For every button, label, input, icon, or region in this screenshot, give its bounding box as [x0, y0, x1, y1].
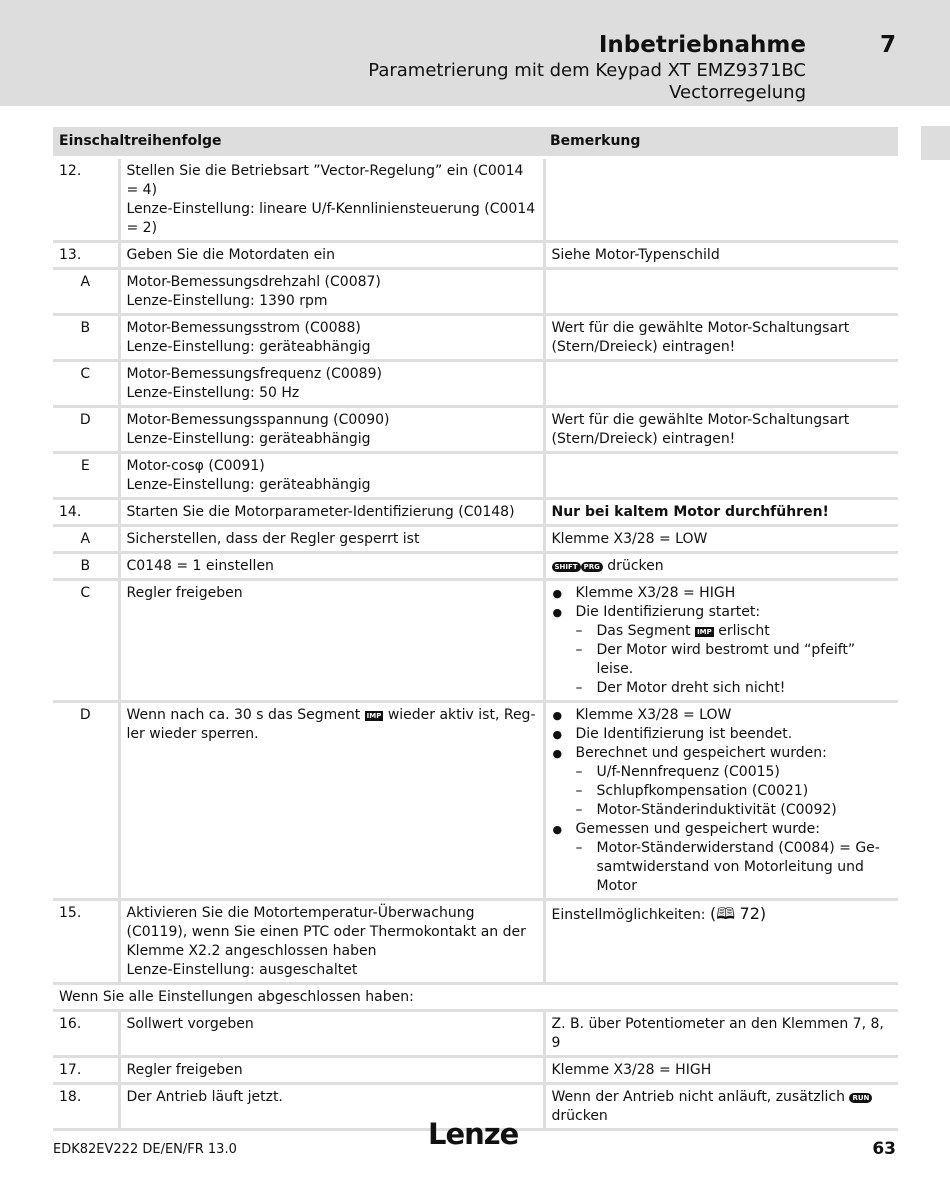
list-item: – Motor-Ständerinduktivität (C0092)	[576, 801, 893, 820]
substep-letter: A	[53, 269, 119, 315]
shift-key-icon: SHIFT	[552, 562, 581, 572]
step-text: Wenn nach ca. 30 s das Segment	[126, 707, 361, 723]
list-item	[552, 603, 893, 698]
step-number: 17.	[53, 1057, 119, 1084]
default-setting: Lenze-Einstellung: geräteabhängig	[126, 431, 371, 447]
page-title: Inbetriebnahme	[598, 32, 806, 58]
list-item	[576, 622, 893, 641]
default-setting: Lenze-Einstellung: geräteabhängig	[126, 477, 371, 493]
substep-letter: E	[53, 453, 119, 499]
remark-text: drücken	[551, 1108, 608, 1124]
table-row	[53, 553, 898, 580]
table-row	[53, 702, 898, 900]
step-number: 18.	[53, 1084, 119, 1130]
table-row	[53, 242, 898, 269]
page-reference: 72	[739, 904, 760, 923]
step-description: Sollwert vorgeben	[119, 1011, 544, 1057]
commissioning-table	[53, 127, 898, 1131]
step-remark	[544, 269, 898, 315]
substep-letter: B	[53, 315, 119, 361]
book-reference-icon: (🕮	[709, 904, 736, 923]
list-item: ● Klemme X3/28 = HIGH	[552, 584, 893, 603]
closing-parenthesis: )	[759, 904, 767, 923]
list-item-text: Das Segment	[596, 623, 691, 639]
remark-text: Einstellmöglichkeiten:	[551, 907, 706, 923]
step-remark	[544, 361, 898, 407]
step-text: Motor-Bemessungsspannung (C0090)	[126, 412, 390, 428]
step-text: Motor-Bemessungsfrequenz (C0089)	[126, 366, 382, 382]
table-row	[53, 1011, 898, 1057]
step-description	[119, 315, 544, 361]
step-description	[119, 702, 544, 900]
default-setting: Lenze-Einstellung: ausgeschaltet	[126, 962, 358, 978]
step-number: 14.	[53, 499, 119, 526]
warning-remark: Nur bei kaltem Motor durchführen!	[544, 499, 898, 526]
step-remark: Klemme X3/28 = LOW	[544, 526, 898, 553]
list-item	[552, 744, 893, 820]
table-row	[53, 407, 898, 453]
default-setting: Lenze-Einstellung: 50 Hz	[126, 385, 300, 401]
table-row	[53, 984, 898, 1011]
step-remark	[544, 580, 898, 702]
page-subtitle-2: Vectorregelung	[669, 82, 806, 103]
table-header-row	[53, 127, 898, 158]
chapter-number: 7	[879, 32, 896, 58]
chapter-tab-marker	[921, 126, 950, 160]
substep-letter: A	[53, 526, 119, 553]
prg-key-icon: PRG	[581, 562, 603, 572]
step-remark: Siehe Motor-Typenschild	[544, 242, 898, 269]
step-remark	[544, 553, 898, 580]
list-item: – Schlupfkompensation (C0021)	[576, 782, 893, 801]
list-item: – Motor-Ständerwiderstand (C0084) = Ge-samtwiderstand von Motorleitung und Motor	[576, 839, 893, 896]
list-item	[552, 820, 893, 896]
step-description: Starten Sie die Motorparameter-Identifizierung (C0148)	[119, 499, 544, 526]
step-text: Stellen Sie die Betriebsart ”Vector-Regelung” ein (C0014 = 4)	[126, 163, 524, 198]
step-text: Motor-cosφ (C0091)	[126, 458, 265, 474]
table-row	[53, 453, 898, 499]
substep-letter: C	[53, 361, 119, 407]
step-remark	[544, 1084, 898, 1130]
step-description: Geben Sie die Motordaten ein	[119, 242, 544, 269]
step-text: Motor-Bemessungsdrehzahl (C0087)	[126, 274, 381, 290]
step-remark: Wert für die gewählte Motor-Schaltungsart (Stern/Dreieck) eintragen!	[544, 407, 898, 453]
list-item: ● Klemme X3/28 = LOW	[552, 706, 893, 725]
page-subtitle-1: Parametrierung mit dem Keypad XT EMZ9371BC	[368, 60, 806, 81]
imp-segment-icon: IMP	[366, 712, 382, 720]
step-description	[119, 361, 544, 407]
dash-list	[576, 839, 893, 896]
step-description	[119, 407, 544, 453]
step-remark	[544, 702, 898, 900]
table-row	[53, 499, 898, 526]
list-item: – Der Motor wird bestromt und “pfeift” leise.	[576, 641, 893, 679]
list-item-text: erlischt	[718, 623, 770, 639]
table-row	[53, 269, 898, 315]
table-row	[53, 361, 898, 407]
step-number: 12.	[53, 158, 119, 242]
step-description: Der Antrieb läuft jetzt.	[119, 1084, 544, 1130]
step-text: wieder aktiv ist, Reg-ler wieder sperren.	[126, 707, 536, 742]
column-header-remark: Bemerkung	[544, 127, 898, 158]
step-remark	[544, 900, 898, 984]
step-description	[119, 269, 544, 315]
step-remark	[544, 453, 898, 499]
default-setting: Lenze-Einstellung: geräteabhängig	[126, 339, 371, 355]
table-row	[53, 900, 898, 984]
imp-segment-icon: IMP	[697, 628, 712, 636]
step-description	[119, 158, 544, 242]
list-item-text: Gemessen und gespeichert wurde:	[575, 821, 820, 837]
default-setting: Lenze-Einstellung: 1390 rpm	[126, 293, 328, 309]
step-remark	[544, 158, 898, 242]
step-remark: Klemme X3/28 = HIGH	[544, 1057, 898, 1084]
substep-letter: B	[53, 553, 119, 580]
bullet-list	[552, 706, 893, 896]
dash-list	[576, 763, 893, 820]
step-text: Aktivieren Sie die Motortemperatur-Überwachung (C0119), wenn Sie einen PTC oder Thermokontakt an der Klemme X2.2 angeschlossen haben	[126, 905, 526, 959]
step-number: 16.	[53, 1011, 119, 1057]
lenze-logo: Lenze	[428, 1117, 519, 1151]
step-remark: Wert für die gewählte Motor-Schaltungsart (Stern/Dreieck) eintragen!	[544, 315, 898, 361]
step-text: Motor-Bemessungsstrom (C0088)	[126, 320, 361, 336]
step-number: 13.	[53, 242, 119, 269]
substep-letter: D	[53, 702, 119, 900]
step-description	[119, 900, 544, 984]
step-description: Sicherstellen, dass der Regler gesperrt ist	[119, 526, 544, 553]
list-item: ● Die Identifizierung ist beendet.	[552, 725, 893, 744]
remark-text: Wenn der Antrieb nicht anläuft, zusätzlich	[551, 1089, 845, 1105]
bullet-list	[552, 584, 893, 698]
remark-text: drücken	[607, 558, 664, 574]
substep-letter: D	[53, 407, 119, 453]
step-description: C0148 = 1 einstellen	[119, 553, 544, 580]
table-row	[53, 526, 898, 553]
column-header-sequence: Einschaltreihenfolge	[53, 127, 544, 158]
section-note: Wenn Sie alle Einstellungen abgeschlossen haben:	[53, 984, 898, 1011]
step-description	[119, 453, 544, 499]
list-item-text: Die Identifizierung startet:	[575, 604, 761, 620]
default-setting: Lenze-Einstellung: lineare U/f-Kennliniensteuerung (C0014 = 2)	[126, 201, 536, 236]
document-id: EDK82EV222 DE/EN/FR 13.0	[53, 1142, 237, 1157]
step-remark: Z. B. über Potentiometer an den Klemmen 7, 8, 9	[544, 1011, 898, 1057]
table-row	[53, 580, 898, 702]
header-band	[0, 0, 950, 106]
step-description: Regler freigeben	[119, 580, 544, 702]
table-row	[53, 158, 898, 242]
table-row	[53, 1057, 898, 1084]
list-item: – U/f-Nennfrequenz (C0015)	[576, 763, 893, 782]
list-item: – Der Motor dreht sich nicht!	[576, 679, 893, 698]
table-row	[53, 315, 898, 361]
step-description: Regler freigeben	[119, 1057, 544, 1084]
substep-letter: C	[53, 580, 119, 702]
page-number: 63	[872, 1139, 896, 1159]
dash-list	[576, 622, 893, 698]
step-number: 15.	[53, 900, 119, 984]
run-key-icon: RUN	[849, 1093, 872, 1103]
list-item-text: Berechnet und gespeichert wurden:	[575, 745, 827, 761]
